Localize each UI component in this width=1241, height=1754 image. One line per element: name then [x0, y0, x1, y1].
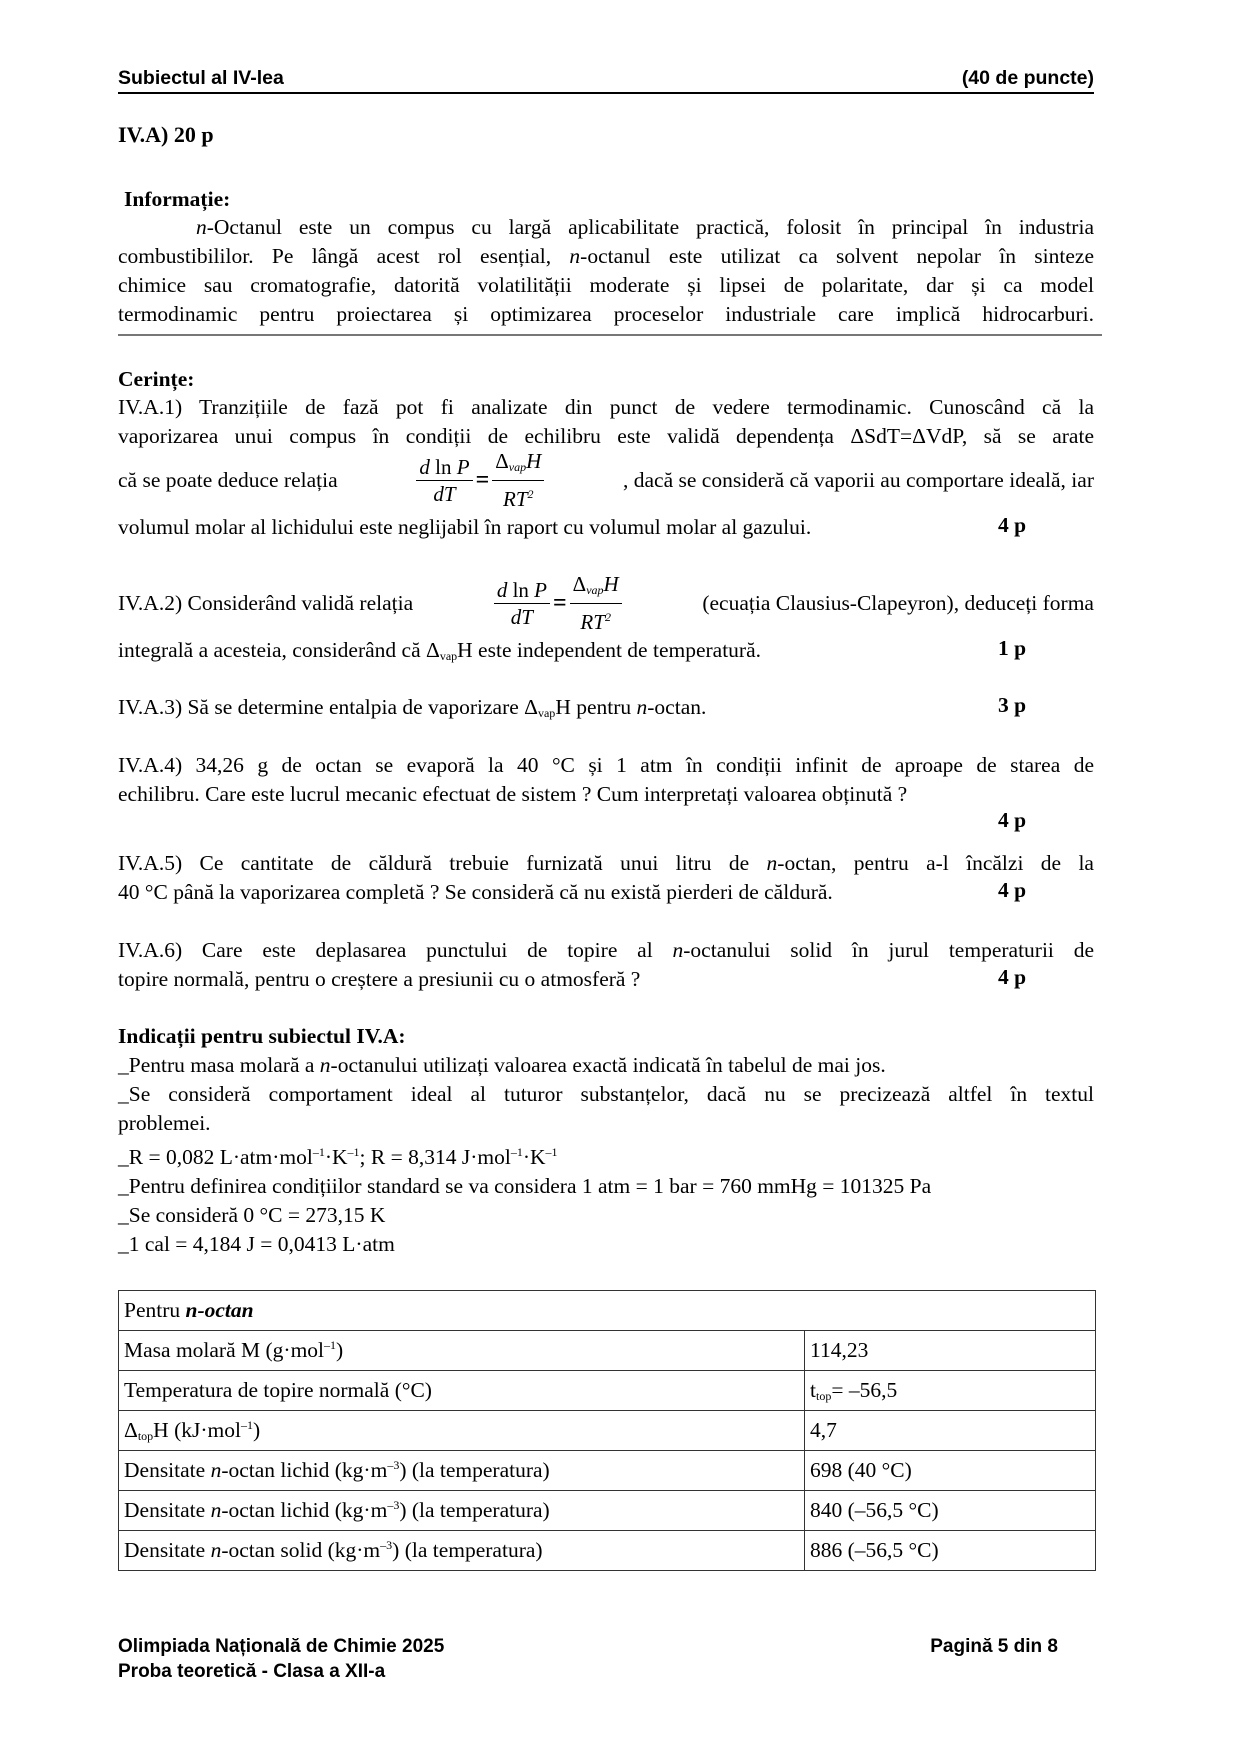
points-iv-a-5: 4 p: [998, 878, 1027, 902]
page-footer: [118, 1634, 1058, 1684]
points-iv-a-2: 1 p: [998, 636, 1027, 660]
clausius-clapeyron-formula-2: $\frac{\text{d ln P}}{dT}$ = $\frac{\Delta_{vap}H}{RT^2}$: [492, 571, 624, 635]
info-divider: [118, 334, 1102, 336]
page-number: Pagină 5 din 8: [930, 1636, 1058, 1657]
requirement-iv-a-1: IV.A.1) Tranzițiile de fază pot fi analizate din punct de vedere termodinamic. Cunoscând că la vaporizarea unui compus în condiții de echilibru este validă dependența ΔSdT=ΔVdP, să se arate: [118, 395, 1094, 448]
points-iv-a-6: 4 p: [998, 965, 1027, 989]
info-heading: Informație:: [124, 187, 231, 211]
table-row: Densitate n-octan lichid $(kg\cdot m^{-3})$ (la temperatura) 698 (40 °C): [119, 1451, 1096, 1491]
table-row: Densitate n-octan solid $(kg\cdot m^{-3})$ (la temperatura) 886 (–56,5 °C): [119, 1531, 1096, 1571]
hint-standard-conditions: _Pentru definirea condițiilor standard se va considera 1 atm = 1 bar = 760 mmHg = 101325 Pa: [118, 1174, 932, 1198]
hint-gas-constant: _R = 0,082 $L\cdot atm\cdot mol^{-1}\cdot K^{-1}$; R = 8,314 $J\cdot mol^{-1}\cdot K^{-1}$: [118, 1145, 558, 1169]
points-iv-a-3: 3 p: [998, 693, 1027, 717]
table-row: Temperatura de topire normală (°C) $t_{top}= -56,5$: [119, 1371, 1096, 1411]
table-row: Masa molară M (g·mol$^{-1}$) 114,23: [119, 1331, 1096, 1371]
n-octane-data-table: [118, 1290, 1096, 1571]
requirement-iv-a-5: IV.A.5) Ce cantitate de căldură trebuie furnizată unui litru de n-octan, pentru a-l încălzi de la 40 °C până la vaporizarea completă ? Se consideră că nu există pierderi de căldură.: [118, 851, 1094, 904]
subject-title: Subiectul al IV-lea: [118, 67, 284, 89]
requirements-heading: Cerințe:: [118, 367, 195, 391]
requirement-iv-a-6: IV.A.6) Care este deplasarea punctului de topire al n-octanului solid în jurul temperaturii de topire normală, pentru o creștere a presiunii cu o atmosferă ?: [118, 938, 1095, 991]
table-row: Densitate n-octan lichid $(kg\cdot m^{-3})$ (la temperatura) 840 (–56,5 °C): [119, 1491, 1096, 1531]
requirement-iv-a-1-line4: volumul molar al lichidului este neglijabil în raport cu volumul molar al gazului.: [118, 515, 812, 539]
subject-points: (40 de puncte): [961, 67, 1094, 89]
section-title: IV.A) 20 p: [118, 122, 214, 147]
points-iv-a-1: 4 p: [998, 513, 1027, 537]
hint-ideal-behavior: _Se consideră comportament ideal al tuturor substanțelor, dacă nu se precizează altfel în textul: [118, 1082, 1094, 1106]
hint-kelvin: _Se consideră 0 °C = 273,15 K: [118, 1203, 386, 1227]
footer-exam: Proba teoretică - Clasa a XII-a: [118, 1661, 386, 1682]
hints-heading: Indicații pentru subiectul IV.A:: [118, 1024, 406, 1048]
info-paragraph: n-Octanul este un compus cu largă aplicabilitate practică, folosit în principal în industria combustibililor. Pe lângă acest rol esențial, n-octanul este utilizat ca solvent nepolar în sinteze chimice sau cromatografie, datorită volatilității moderate și lipsei de polaritate, dar și ca model termodinamic pentru proiectarea și optimizarea proceselor industriale care implică hidrocarburi.: [118, 215, 1094, 326]
requirement-iv-a-2-line2: integrală a acesteia, considerând că $\Delta_{vap}H$ este independent de temperatură.: [118, 638, 762, 663]
requirement-iv-a-1-formula-line: că se poate deduce relația $\frac{\text{d ln P}}{dT}$ = $\frac{\Delta_{vap}H}{RT^2}$ , dacă se consideră că vaporii au comportare ideală, iar: [118, 449, 1094, 511]
points-iv-a-4: 4 p: [998, 808, 1027, 832]
hint-calorie: _1 cal = 4,184 J = 0,0413 L·atm: [118, 1232, 395, 1256]
table-row: $\Delta_{top}H$ (kJ·mol$^{-1}$) 4,7: [119, 1411, 1096, 1451]
page-header: [118, 66, 1094, 94]
requirement-iv-a-2: IV.A.2) Considerând validă relația $\frac{\text{d ln P}}{dT}$ = $\frac{\Delta_{vap}H}{RT^2}$ (ecuația Clausius-Clapeyron), deduceți forma: [118, 572, 1094, 634]
clausius-clapeyron-formula: $\frac{\text{d ln P}}{dT}$ = $\frac{\Delta_{vap}H}{RT^2}$: [414, 448, 546, 512]
requirement-iv-a-4: IV.A.4) 34,26 g de octan se evaporă la 40 °C și 1 atm în condiții infinit de aproape de starea de echilibru. Care este lucrul mecanic efectuat de sistem ? Cum interpretați valoarea obținută ?: [118, 753, 1094, 806]
table-header-row: Pentru n-octan: [119, 1291, 1096, 1331]
hints-section: Indicații pentru subiectul IV.A: _Pentru masa molară a n-octanului utilizați valoarea exactă indicată în tabelul de mai jos. _Se consideră comportament ideal al tuturor substanțelor, dacă nu se precizează altfel în textul problemei. _R = 0,082 $L\cdot atm\cdot mol^{-1}\cdot K^{-1}$; R = 8,314 $J\cdot mol^{-1}\cdot K^{-1}$ _Pentru definirea condițiilor standard se va considera 1 atm = 1 bar = 760 mmHg = 101325 Pa _Se consideră 0 °C = 273,15 K _1 cal = 4,184 J = 0,0413 L·atm: [118, 1022, 1094, 1259]
footer-olympiad: Olimpiada Națională de Chimie 2025: [118, 1636, 445, 1657]
requirement-iv-a-3: IV.A.3) Să se determine entalpia de vaporizare $\Delta_{vap}H$ pentru n-octan.: [118, 695, 707, 720]
hint-molar-mass: _Pentru masa molară a n-octanului utilizați valoarea exactă indicată în tabelul de mai jos.: [118, 1053, 886, 1077]
